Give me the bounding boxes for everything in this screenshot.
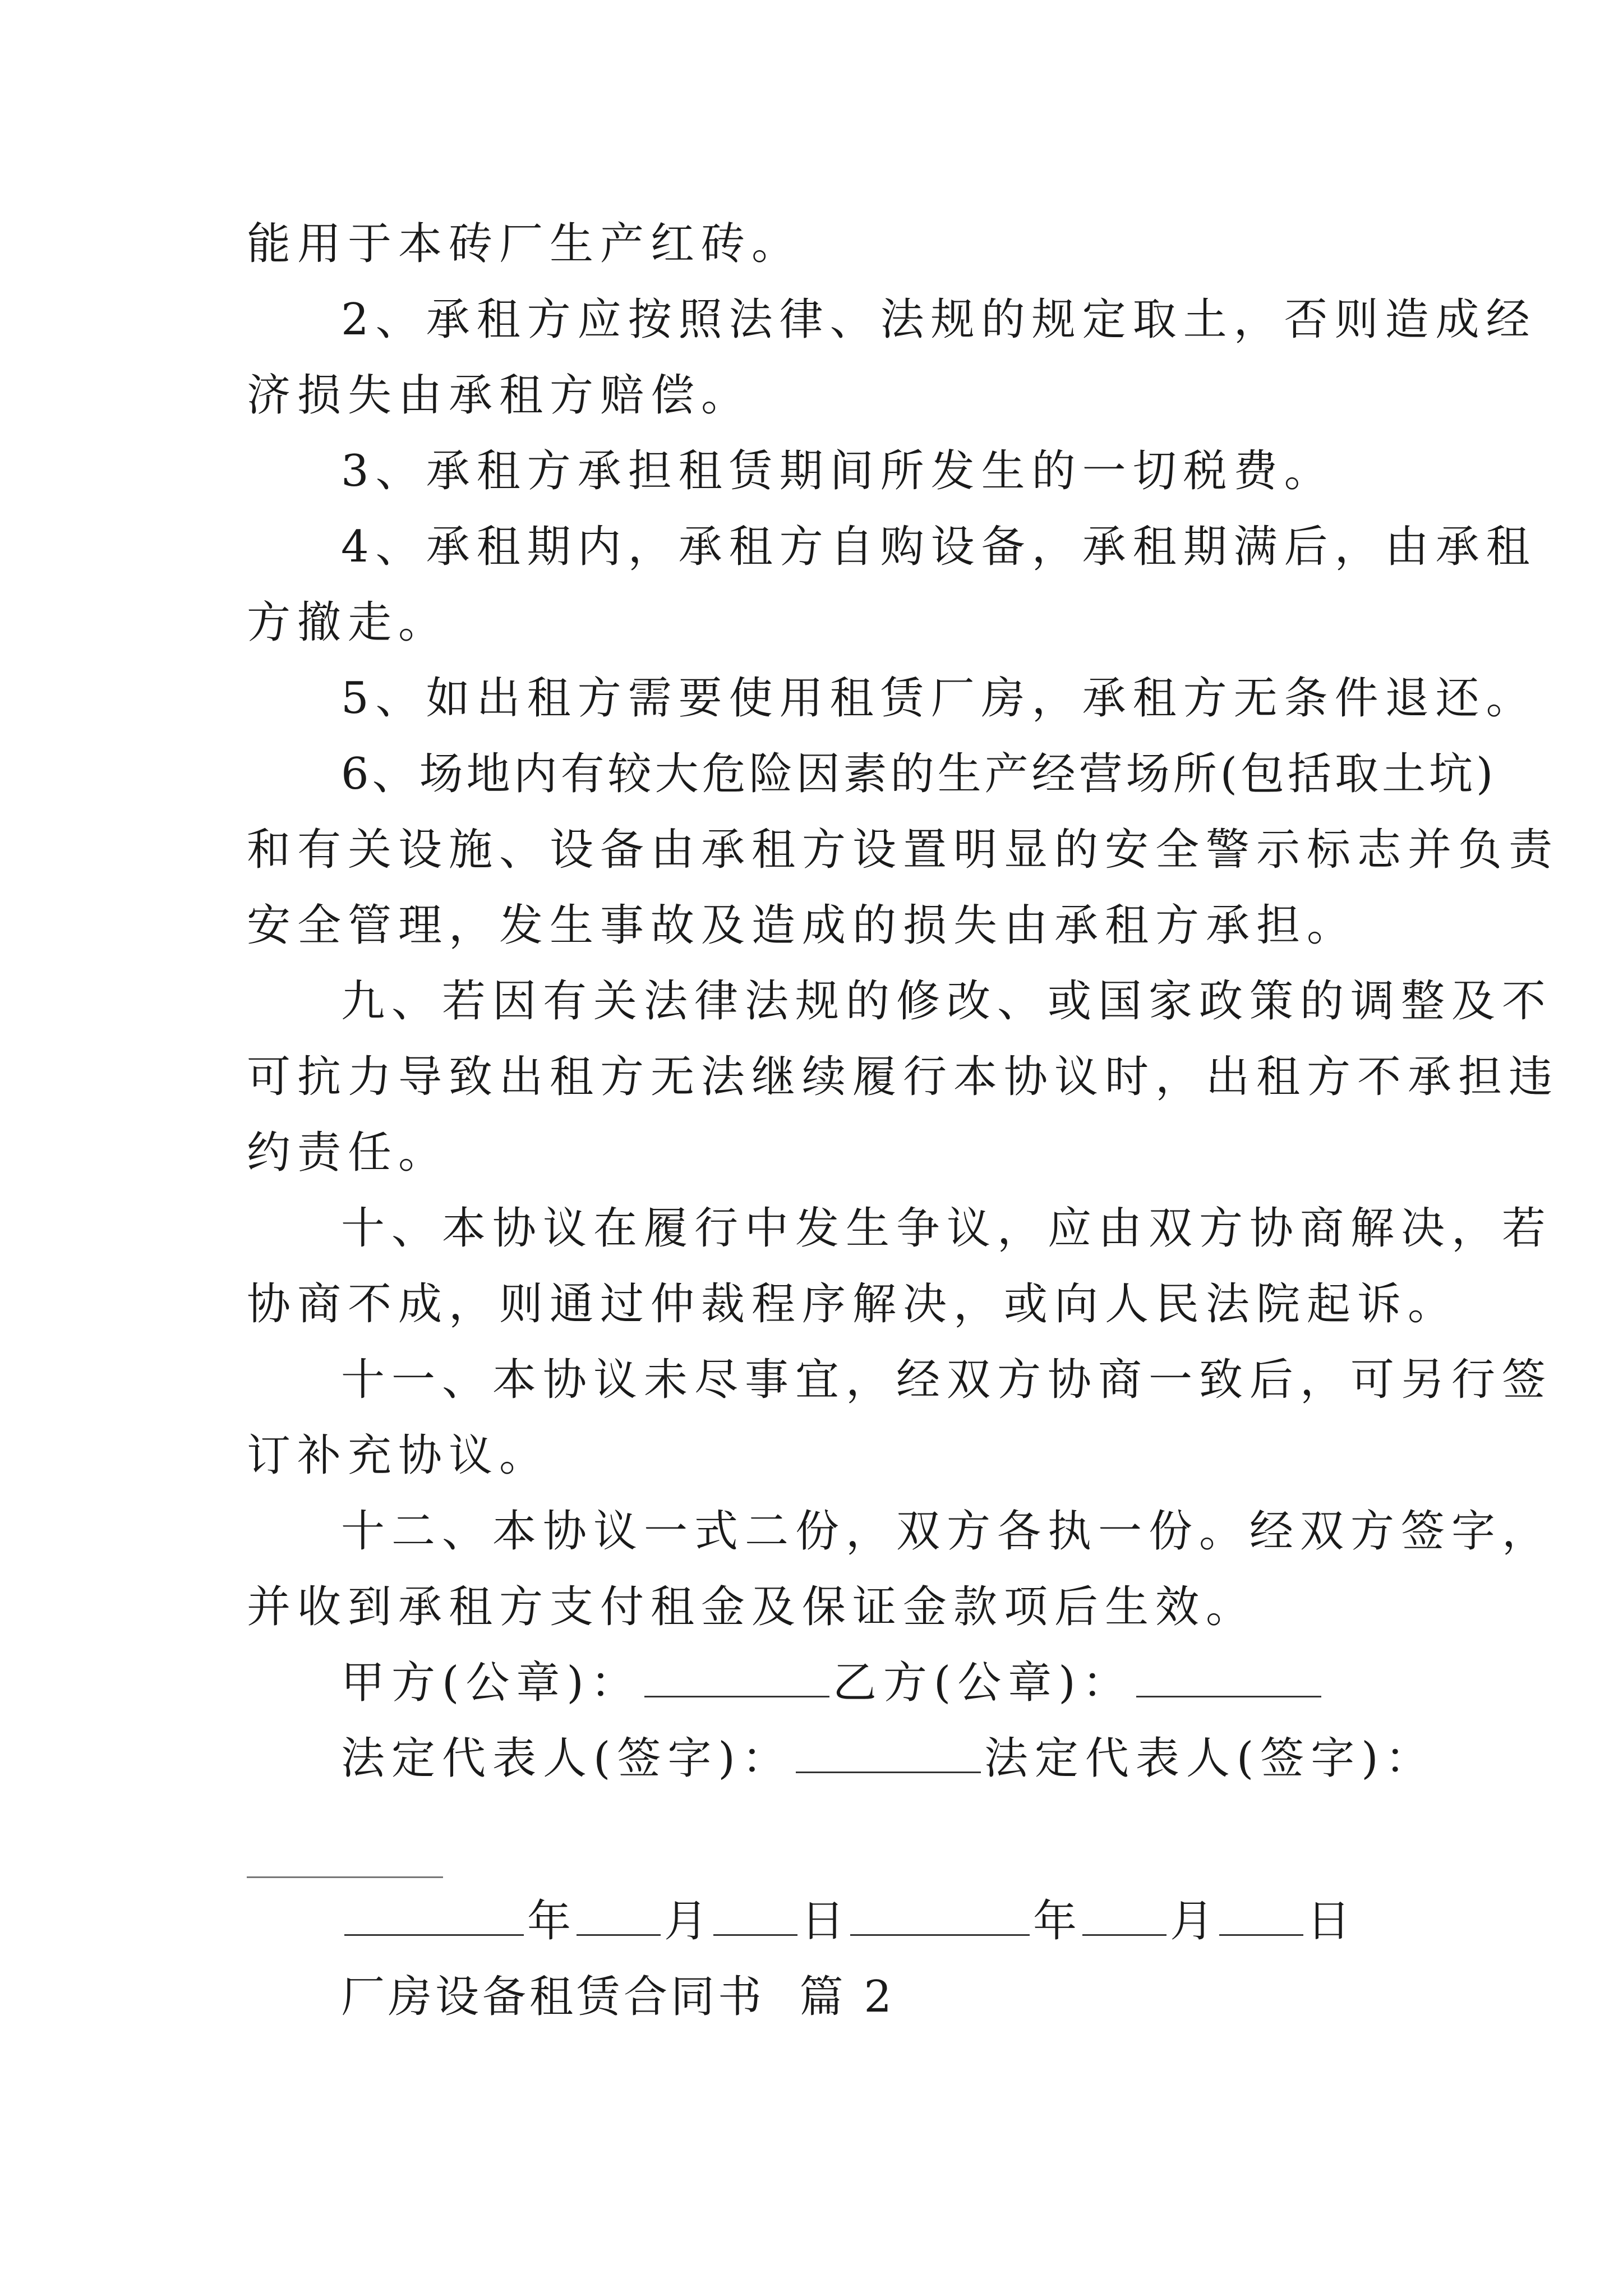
- paragraph-line: 济损失由承租方赔偿。: [247, 370, 752, 421]
- paragraph-line: 5、如出租方需要使用租赁厂房，承租方无条件退还。: [341, 673, 1537, 724]
- date-line: [341, 1893, 1353, 1949]
- paragraph-line: 6、场地内有较大危险因素的生产经营场所(包括取土坑): [341, 749, 1497, 799]
- paragraph-line: 和有关设施、设备由承租方设置明显的安全警示标志并负责: [247, 825, 1560, 875]
- paragraph-line: 4、承租期内，承租方自购设备，承租期满后，由承租: [341, 522, 1537, 572]
- paragraph-line: 能用于本砖厂生产红砖。: [247, 219, 803, 269]
- paragraph-line: 十、本协议在履行中发生争议，应由双方协商解决，若: [341, 1203, 1553, 1254]
- paragraph-line: 订补充协议。: [247, 1430, 550, 1481]
- party-b-rep-blank: [247, 1876, 443, 1878]
- party-a-seal-blank: [644, 1657, 829, 1697]
- paragraph-line: 安全管理，发生事故及造成的损失由承租方承担。: [247, 900, 1358, 951]
- seal-line: [341, 1655, 1325, 1711]
- paragraph-line: 2、承租方应按照法律、法规的规定取土，否则造成经: [341, 295, 1537, 345]
- paragraph-line: 方撤走。: [247, 597, 449, 648]
- date-a-year-blank: [344, 1895, 524, 1936]
- party-b-seal-label: 乙方(公章)：: [832, 1658, 1133, 1708]
- paragraph-line: 约责任。: [247, 1128, 449, 1178]
- date-b-month-blank: [1082, 1895, 1166, 1936]
- day-label-a: 日: [801, 1896, 847, 1947]
- party-b-rep-label: 法定代表人(签字)：: [984, 1733, 1436, 1784]
- day-label-b: 日: [1307, 1896, 1353, 1947]
- section-title: 厂房设备租赁合同书 篇 2: [341, 1972, 896, 2022]
- party-b-seal-blank: [1136, 1657, 1321, 1697]
- date-b-year-blank: [850, 1895, 1030, 1936]
- date-b-day-blank: [1219, 1895, 1303, 1936]
- month-label-b: 月: [1170, 1896, 1216, 1947]
- date-a-day-blank: [713, 1895, 797, 1936]
- party-a-seal-label: 甲方(公章)：: [341, 1658, 641, 1708]
- paragraph-line: 并收到承租方支付租金及保证金款项后生效。: [247, 1582, 1257, 1632]
- month-label-a: 月: [664, 1896, 711, 1947]
- representative-line: [341, 1731, 1436, 1787]
- paragraph-line: 可抗力导致出租方无法继续履行本协议时，出租方不承担违: [247, 1052, 1560, 1102]
- year-label-a: 年: [527, 1896, 574, 1947]
- party-a-rep-label: 法定代表人(签字)：: [341, 1733, 792, 1784]
- paragraph-line: 十一、本协议未尽事宜，经双方协商一致后，可另行签: [341, 1355, 1553, 1405]
- party-a-rep-blank: [796, 1732, 981, 1773]
- paragraph-line: 十二、本协议一式二份，双方各执一份。经双方签字，: [341, 1506, 1553, 1557]
- year-label-b: 年: [1033, 1896, 1080, 1947]
- paragraph-line: 协商不成，则通过仲裁程序解决，或向人民法院起诉。: [247, 1279, 1459, 1329]
- paragraph-line: 3、承租方承担租赁期间所发生的一切税费。: [341, 446, 1335, 496]
- paragraph-line: 九、若因有关法律法规的修改、或国家政策的调整及不: [341, 976, 1553, 1027]
- date-a-month-blank: [577, 1895, 661, 1936]
